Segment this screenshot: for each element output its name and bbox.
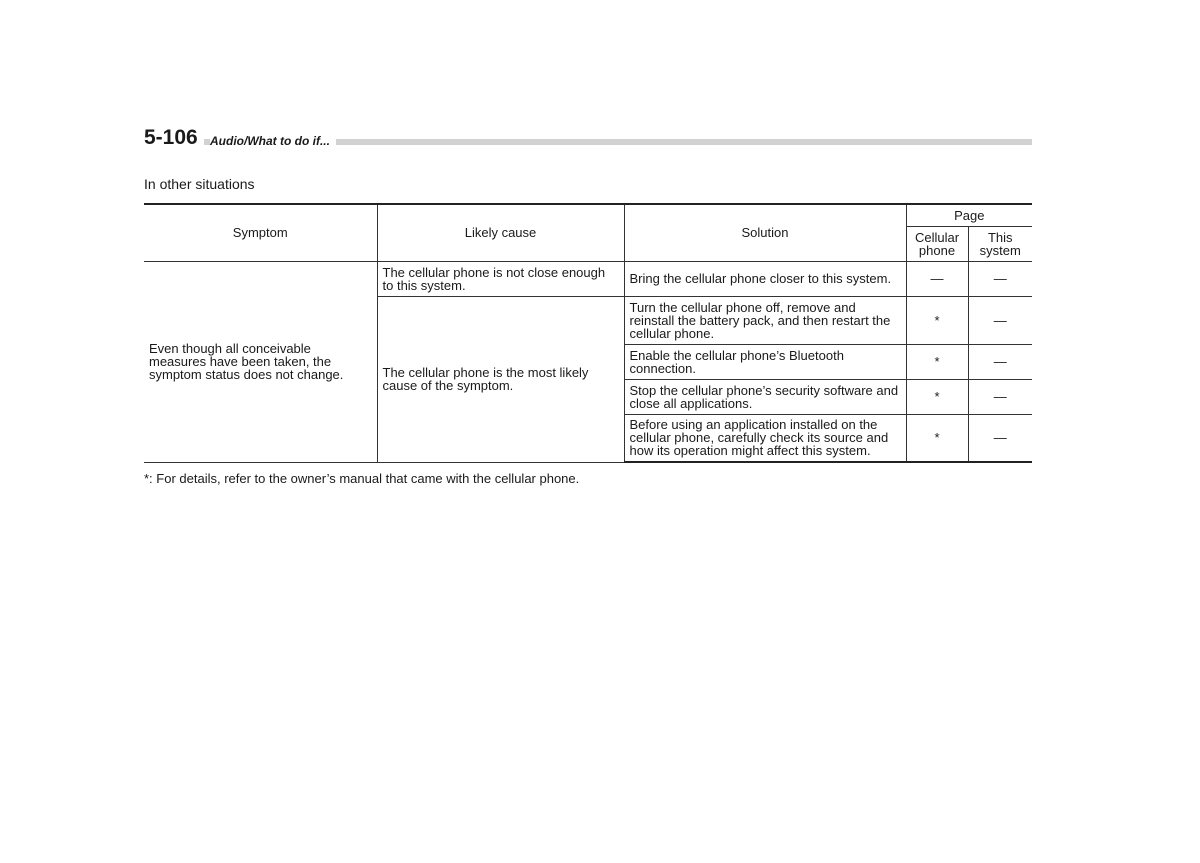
- solution-cell: Turn the cellular phone off, remove and reinstall the battery pack, and then restart the cellular phone.: [624, 296, 906, 344]
- page-header: [144, 126, 1032, 150]
- solution-cell: Stop the cellular phone’s security software and close all applications.: [624, 379, 906, 414]
- header-likely-cause: Likely cause: [377, 204, 624, 261]
- footnote: *: For details, refer to the owner’s manual that came with the cellular phone.: [144, 471, 580, 486]
- subheading: In other situations: [144, 176, 255, 192]
- cellular-phone-page-cell: *: [906, 379, 968, 414]
- this-system-page-cell: —: [968, 261, 1032, 296]
- troubleshooting-table: [144, 203, 1032, 463]
- cause-cell: The cellular phone is not close enough to this system.: [377, 261, 624, 296]
- header-this-system: This system: [968, 226, 1032, 261]
- symptom-cell: Even though all conceivable measures have been taken, the symptom status does not change.: [144, 261, 377, 462]
- cause-cell: The cellular phone is the most likely cause of the symptom.: [377, 296, 624, 462]
- header-page: Page: [906, 204, 1032, 226]
- solution-cell: Enable the cellular phone’s Bluetooth connection.: [624, 344, 906, 379]
- cellular-phone-page-cell: *: [906, 344, 968, 379]
- this-system-page-cell: —: [968, 296, 1032, 344]
- page-number: 5-106: [144, 126, 204, 150]
- this-system-page-cell: —: [968, 344, 1032, 379]
- header-cellular-phone: Cellular phone: [906, 226, 968, 261]
- header-solution: Solution: [624, 204, 906, 261]
- table-row: [144, 261, 1032, 296]
- section-title: Audio/What to do if...: [210, 133, 336, 149]
- solution-cell: Before using an application installed on the cellular phone, carefully check its source and how its operation might affect this system.: [624, 414, 906, 462]
- cellular-phone-page-cell: —: [906, 261, 968, 296]
- this-system-page-cell: —: [968, 379, 1032, 414]
- cellular-phone-page-cell: *: [906, 414, 968, 462]
- solution-cell: Bring the cellular phone closer to this system.: [624, 261, 906, 296]
- header-symptom: Symptom: [144, 204, 377, 261]
- this-system-page-cell: —: [968, 414, 1032, 462]
- cellular-phone-page-cell: *: [906, 296, 968, 344]
